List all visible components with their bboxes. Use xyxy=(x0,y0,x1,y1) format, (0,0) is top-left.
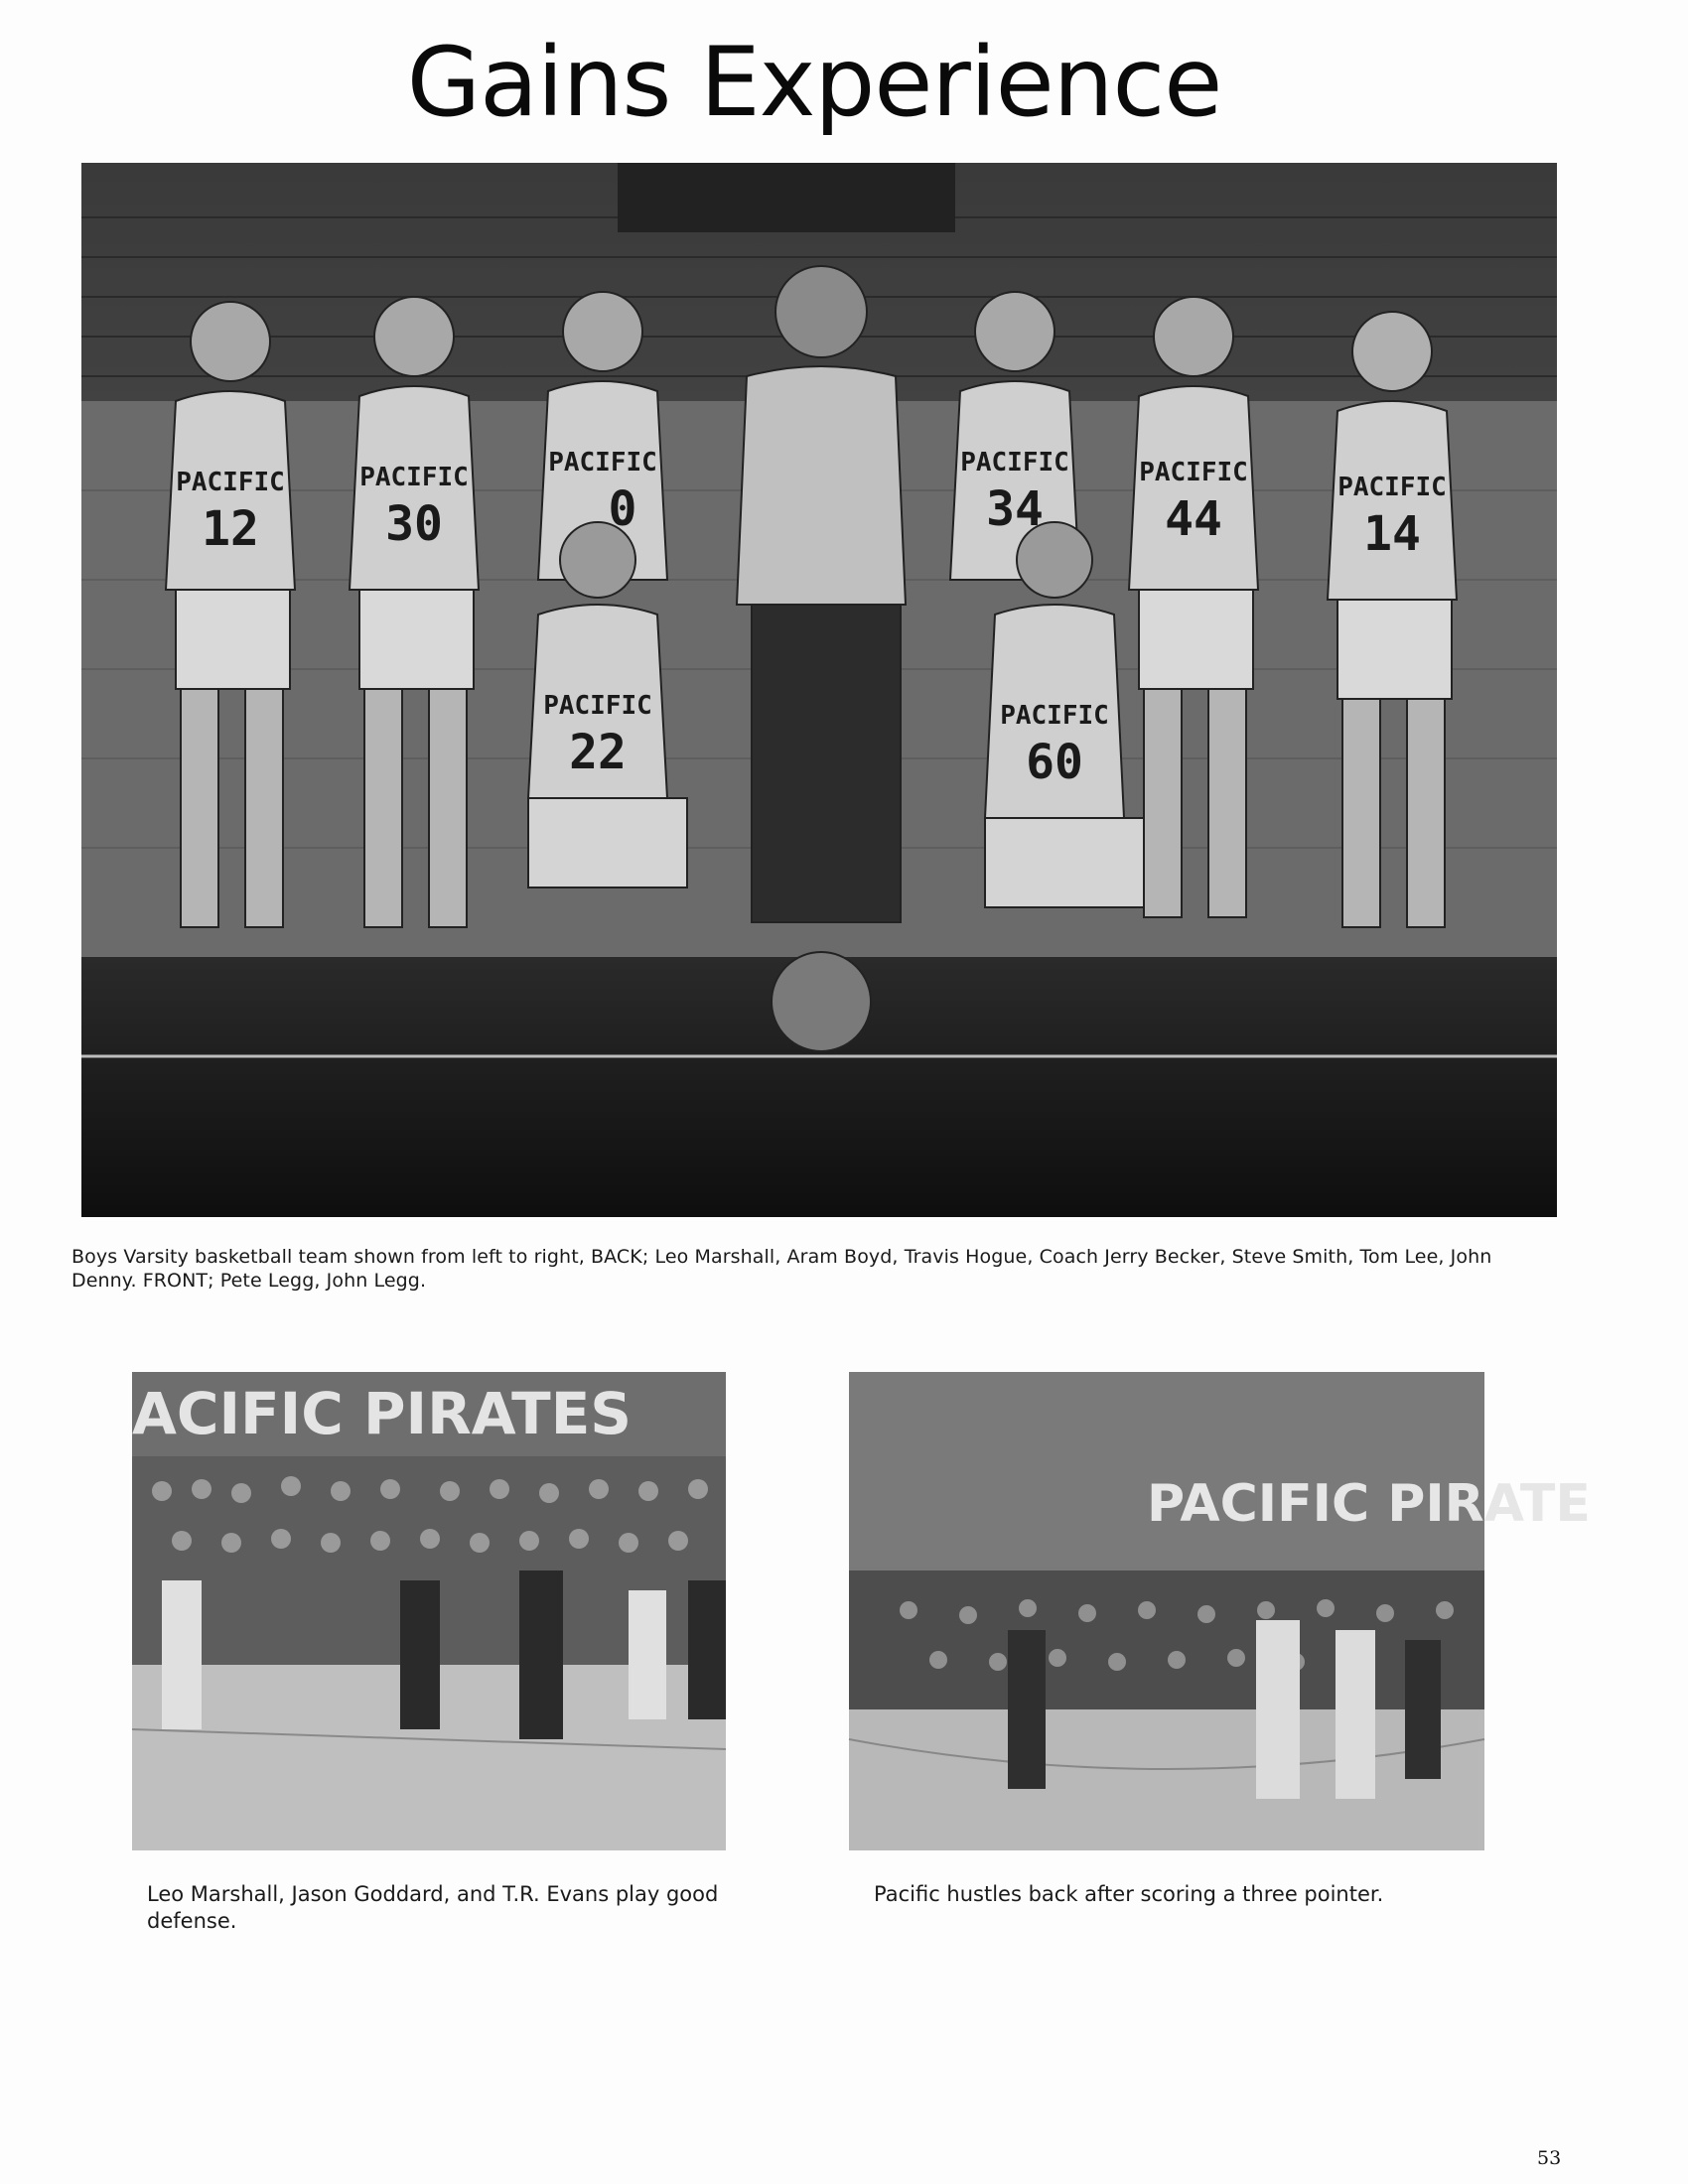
wall-lettering: PACIFIC PIRATE xyxy=(1147,1474,1591,1534)
page-title: Gains Experience xyxy=(406,27,1222,138)
jersey-label: PACIFIC xyxy=(543,691,652,721)
jersey-number: 22 xyxy=(569,725,627,780)
jersey-number: 34 xyxy=(986,481,1044,537)
action-photo-left-caption: Leo Marshall, Jason Goddard, and T.R. Evans play good defense. xyxy=(147,1882,719,1933)
jersey-number: 12 xyxy=(202,501,259,557)
jersey-label: PACIFIC xyxy=(960,448,1069,478)
jersey-label: PACIFIC xyxy=(1139,458,1248,487)
jersey-number: 60 xyxy=(1026,735,1083,790)
wall-lettering: ACIFIC PIRATES xyxy=(132,1380,633,1447)
jersey-number: 0 xyxy=(608,481,637,537)
page-number: 53 xyxy=(1537,2147,1562,2169)
team-photo-image xyxy=(81,163,1557,1217)
jersey-label: PACIFIC xyxy=(1337,473,1447,502)
action-photo-right-caption: Pacific hustles back after scoring a three pointer. xyxy=(874,1882,1384,1906)
jersey-number: 14 xyxy=(1363,506,1421,562)
action-photo-left xyxy=(132,1372,726,1850)
jersey-label: PACIFIC xyxy=(548,448,657,478)
jersey-number: 30 xyxy=(385,496,443,552)
action-photo-right xyxy=(849,1372,1591,1850)
team-photo xyxy=(81,163,1557,1217)
action-photo-right-image xyxy=(849,1372,1591,1850)
team-photo-caption: Boys Varsity basketball team shown from left to right, BACK; Leo Marshall, Aram Boyd, Travis Hogue, Coach Jerry Becker, Steve Smith, Tom Lee, John Denny. FRONT; Pete Legg, John Legg. xyxy=(71,1246,1492,1292)
action-photo-left-image xyxy=(132,1372,726,1850)
jersey-label: PACIFIC xyxy=(359,463,469,492)
jersey-number: 44 xyxy=(1165,491,1222,547)
jersey-label: PACIFIC xyxy=(176,468,285,497)
jersey-label: PACIFIC xyxy=(1000,701,1109,731)
